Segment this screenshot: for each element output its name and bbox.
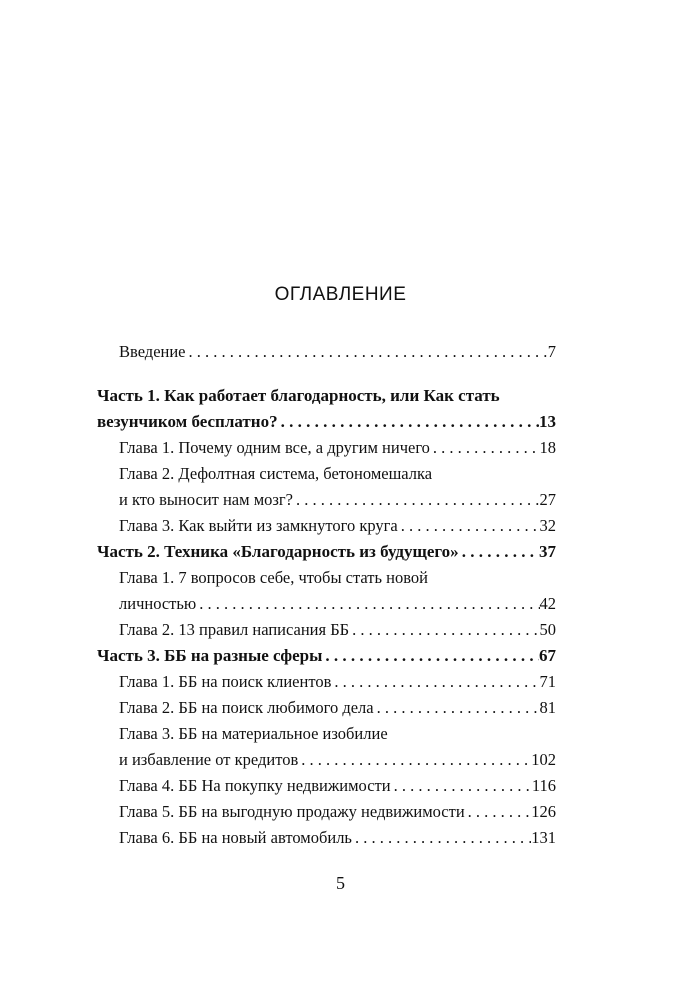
- dot-leader: [391, 773, 532, 799]
- dot-leader: [331, 669, 539, 695]
- toc-part-2-chapter-1[interactable]: [97, 591, 556, 617]
- toc-part-3-chapter-4[interactable]: [97, 773, 556, 799]
- toc-entry-page: 37: [539, 542, 556, 561]
- toc-entry-page: 131: [531, 828, 556, 847]
- dot-leader: [278, 409, 539, 435]
- dot-leader: [322, 643, 539, 669]
- toc-entry-page: 71: [539, 672, 556, 691]
- toc-entry-title: везунчиком бесплатно?: [97, 412, 278, 431]
- dot-leader: [293, 487, 540, 513]
- toc-entry-page: 18: [539, 438, 556, 457]
- toc-heading: ОГЛАВЛЕНИЕ: [274, 284, 407, 305]
- toc-entry-intro[interactable]: [97, 339, 556, 365]
- toc-part-1-chapter-2[interactable]: [97, 487, 556, 513]
- toc-entry-page: 116: [531, 776, 556, 795]
- dot-leader: [459, 539, 539, 565]
- toc-part-1-chapter-1[interactable]: [97, 435, 556, 461]
- toc-part-3-chapter-1[interactable]: [97, 669, 556, 695]
- dot-leader: [374, 695, 540, 721]
- toc-part-1-chapter-3[interactable]: [97, 513, 556, 539]
- toc-entry-title: Введение: [119, 342, 186, 361]
- toc-entry-title: и избавление от кредитов: [119, 750, 299, 769]
- toc-part-3-chapter-6[interactable]: [97, 825, 556, 851]
- toc-entry-title: Глава 4. ББ На покупку недвижимости: [119, 776, 391, 795]
- toc-entry-title: Глава 2. 13 правил написания ББ: [119, 620, 350, 639]
- dot-leader: [352, 825, 531, 851]
- toc-entry-page: 7: [547, 342, 556, 361]
- toc-part-3-chapter-2[interactable]: [97, 695, 556, 721]
- dot-leader: [465, 799, 532, 825]
- table-of-contents: [97, 339, 556, 851]
- dot-leader: [186, 339, 548, 365]
- toc-entry-title: Глава 1. Почему одним все, а другим ничего: [119, 438, 430, 457]
- dot-leader: [398, 513, 540, 539]
- toc-entry-page: 67: [539, 646, 556, 665]
- toc-part-1-title-line1[interactable]: Часть 1. Как работает благодарность, или Как стать: [97, 386, 500, 405]
- toc-entry-page: 13: [539, 412, 556, 431]
- toc-entry-page: 32: [539, 516, 556, 535]
- toc-part-2-chapter-2[interactable]: [97, 617, 556, 643]
- toc-entry-title: личностью: [119, 594, 197, 613]
- dot-leader: [349, 617, 539, 643]
- page-number: 5: [336, 873, 345, 893]
- toc-entry-title: Часть 2. Техника «Благодарность из будущего»: [97, 542, 459, 561]
- toc-part-3-chapter-3-line1[interactable]: Глава 3. ББ на материальное изобилие: [119, 724, 388, 743]
- toc-part-1-chapter-2-line1[interactable]: Глава 2. Дефолтная система, бетономешалка: [119, 464, 433, 483]
- toc-entry-title: и кто выносит нам мозг?: [119, 490, 293, 509]
- toc-part-3[interactable]: [97, 643, 556, 669]
- toc-part-3-chapter-3[interactable]: [97, 747, 556, 773]
- toc-entry-title: Глава 3. Как выйти из замкнутого круга: [119, 516, 398, 535]
- dot-leader: [430, 435, 540, 461]
- toc-entry-title: Глава 2. ББ на поиск любимого дела: [119, 698, 374, 717]
- toc-entry-page: 27: [539, 490, 556, 509]
- toc-entry-title: Глава 1. ББ на поиск клиентов: [119, 672, 332, 691]
- dot-leader: [298, 747, 531, 773]
- toc-part-1[interactable]: [97, 409, 556, 435]
- toc-part-2-chapter-1-line1[interactable]: Глава 1. 7 вопросов себе, чтобы стать новой: [119, 568, 428, 587]
- dot-leader: [196, 591, 539, 617]
- toc-entry-title: Глава 6. ББ на новый автомобиль: [119, 828, 352, 847]
- toc-entry-page: 102: [531, 750, 556, 769]
- toc-part-3-chapter-5[interactable]: [97, 799, 556, 825]
- toc-entry-page: 126: [531, 802, 556, 821]
- toc-entry-page: 50: [539, 620, 556, 639]
- toc-entry-page: 81: [539, 698, 556, 717]
- toc-entry-title: Глава 5. ББ на выгодную продажу недвижимости: [119, 802, 465, 821]
- toc-entry-title: Часть 3. ББ на разные сферы: [97, 646, 323, 665]
- toc-entry-page: 42: [539, 594, 556, 613]
- toc-part-2[interactable]: [97, 539, 556, 565]
